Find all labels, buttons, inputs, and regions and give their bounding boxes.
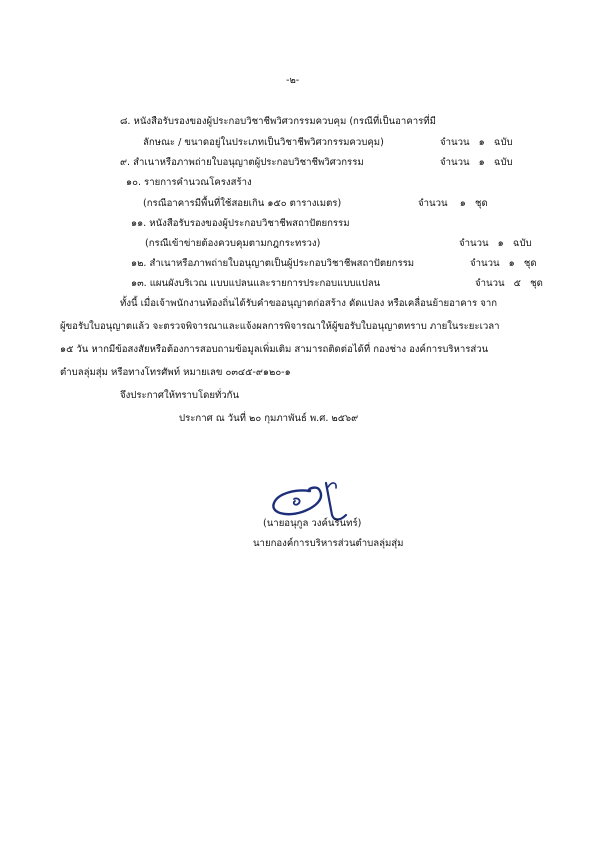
list-item-8: ๘. หนังสือรับรองของผู้ประกอบวิชาชีพวิศวกรรมควบคุม (กรณีที่เป็นอาคารที่มี — [120, 116, 436, 127]
paragraph-line-3: ๑๕ วัน หากมีข้อสงสัยหรือต้องการสอบถามข้อมูลเพิ่มเติม สามารถติดต่อได้ที่ กองช่าง องค์การบริหารส่วน — [60, 344, 489, 355]
page-number: -๒- — [286, 75, 300, 86]
paragraph-line-4: ตำบลลุ่มสุ่ม หรือทางโทรศัพท์ หมายเลข ๐๓๔๕-๙๑๒๐-๑ — [60, 367, 291, 378]
signer-title: นายกองค์การบริหารส่วนตำบลลุ่มสุ่ม — [253, 538, 404, 549]
quantity-unit: ชุด — [523, 258, 537, 269]
quantity-label: จำนวน — [470, 258, 500, 269]
list-item-9: ๙. สำเนาหรือภาพถ่ายใบอนุญาตผู้ประกอบวิชาชีพวิศวกรรม — [120, 157, 364, 168]
item-8-quantity — [440, 138, 513, 148]
paragraph-line-1: ทั้งนี้ เมื่อเจ้าพนักงานท้องถิ่นได้รับคำขออนุญาตก่อสร้าง ดัดแปลง หรือเคลื่อนย้ายอาคาร จาก — [120, 298, 498, 309]
quantity-unit: ฉบับ — [512, 238, 532, 249]
list-item-13: ๑๓. แผนผังบริเวณ แบบแปลนและรายการประกอบแบบแปลน — [131, 278, 381, 289]
list-item-11-continuation: (กรณีเข้าข่ายต้องควบคุมตามกฎกระทรวง) — [145, 238, 321, 249]
list-item-8-continuation: ลักษณะ / ขนาดอยู่ในประเภทเป็นวิชาชีพวิศวกรรมควบคุม) — [143, 137, 384, 148]
quantity-label: จำนวน — [418, 198, 448, 209]
quantity-unit: ฉบับ — [493, 137, 513, 148]
quantity-label: จำนวน — [459, 238, 489, 249]
quantity-unit: ชุด — [474, 198, 488, 209]
list-item-10-continuation: (กรณีอาคารมีพื้นที่ใช้สอยเกิน ๑๕๐ ตารางเมตร) — [143, 198, 342, 209]
quantity-value: ๑ — [459, 198, 466, 209]
list-item-12: ๑๒. สำเนาหรือภาพถ่ายใบอนุญาตเป็นผู้ประกอบวิชาชีพสถาปัตยกรรม — [131, 258, 415, 269]
signer-name: (นายอนุกูล วงค์นรินทร์) — [263, 518, 362, 529]
announcement-line: จึงประกาศให้ทราบโดยทั่วกัน — [120, 390, 240, 401]
list-item-11: ๑๑. หนังสือรับรองของผู้ประกอบวิชาชีพสถาปัตยกรรม — [131, 218, 350, 229]
list-item-10: ๑๐. รายการคำนวณโครงสร้าง — [126, 177, 252, 188]
item-10-quantity — [418, 199, 488, 209]
quantity-value: ๑ — [508, 258, 515, 269]
quantity-value: ๕ — [513, 278, 521, 289]
quantity-unit: ชุด — [530, 278, 543, 289]
paragraph-line-2: ผู้ขอรับใบอนุญาตแล้ว จะตรวจพิจารณาและแจ้งผลการพิจารณาให้ผู้ขอรับใบอนุญาตทราบ ภายในระยะเวลา — [60, 321, 500, 332]
item-11-quantity — [459, 239, 532, 249]
quantity-value: ๑ — [478, 157, 485, 168]
item-12-quantity — [470, 259, 537, 269]
quantity-unit: ฉบับ — [493, 157, 513, 168]
quantity-value: ๑ — [478, 137, 485, 148]
quantity-label: จำนวน — [440, 157, 470, 168]
quantity-value: ๑ — [497, 238, 504, 249]
quantity-label: จำนวน — [440, 137, 470, 148]
item-9-quantity — [440, 158, 513, 168]
announcement-date: ประกาศ ณ วันที่ ๒๐ กุมภาพันธ์ พ.ศ. ๒๕๖๙ — [179, 413, 359, 424]
item-13-quantity — [475, 279, 543, 289]
quantity-label: จำนวน — [475, 278, 505, 289]
